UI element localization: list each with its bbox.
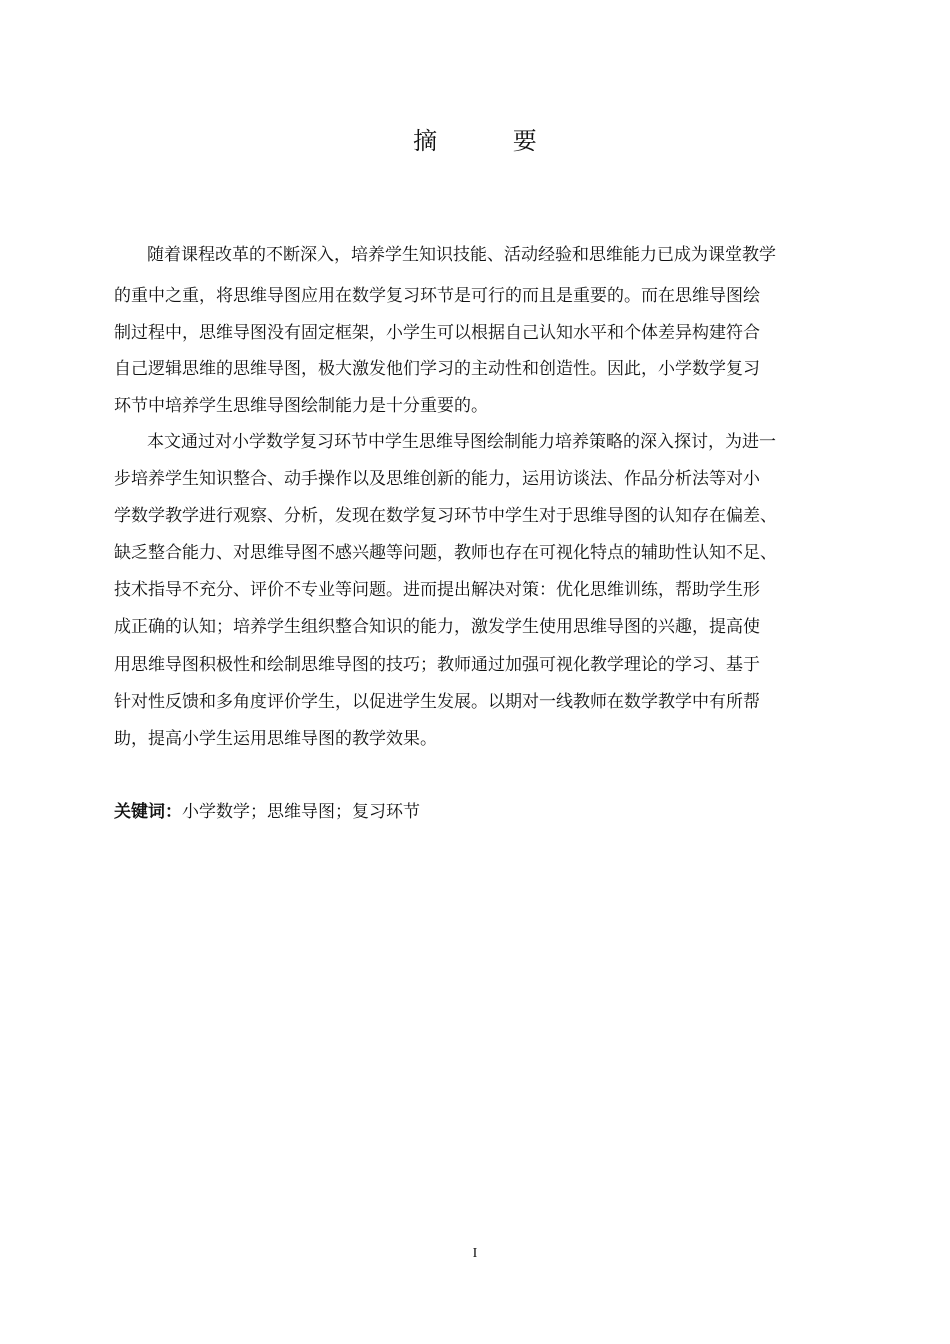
paragraph-line: 的重中之重，将思维导图应用在数学复习环节是可行的而且是重要的。而在思维导图绘: [114, 286, 760, 306]
keywords-value: 小学数学；思维导图；复习环节: [182, 802, 420, 822]
paragraph-line: 随着课程改革的不断深入，培养学生知识技能、活动经验和思维能力已成为课堂教学: [147, 245, 776, 265]
paragraph-line: 环节中培养学生思维导图绘制能力是十分重要的。: [114, 396, 488, 416]
paragraph-line: 用思维导图积极性和绘制思维导图的技巧；教师通过加强可视化教学理论的学习、基于: [114, 655, 760, 675]
paragraph-line: 自己逻辑思维的思维导图，极大激发他们学习的主动性和创造性。因此，小学数学复习: [114, 359, 760, 379]
keywords-line: [114, 800, 420, 824]
page-title: 摘 要: [413, 127, 571, 155]
paragraph-line: 缺乏整合能力、对思维导图不感兴趣等问题，教师也存在可视化特点的辅助性认知不足、: [114, 543, 777, 563]
paragraph-line: 制过程中，思维导图没有固定框架，小学生可以根据自己认知水平和个体差异构建符合: [114, 323, 760, 343]
paragraph-line: 本文通过对小学数学复习环节中学生思维导图绘制能力培养策略的深入探讨，为进一: [147, 432, 776, 452]
paragraph-line: 步培养学生知识整合、动手操作以及思维创新的能力，运用访谈法、作品分析法等对小: [114, 469, 760, 489]
keywords-label: 关键词：: [114, 802, 182, 822]
paragraph-line: 技术指导不充分、评价不专业等问题。进而提出解决对策：优化思维训练，帮助学生形: [114, 580, 760, 600]
paragraph-line: 针对性反馈和多角度评价学生，以促进学生发展。以期对一线教师在数学教学中有所帮: [114, 692, 760, 712]
page-number: I: [472, 1246, 478, 1261]
paragraph-line: 成正确的认知；培养学生组织整合知识的能力，激发学生使用思维导图的兴趣，提高使: [114, 617, 760, 637]
paragraph-line: 助，提高小学生运用思维导图的教学效果。: [114, 729, 437, 749]
paragraph-line: 学数学教学进行观察、分析，发现在数学复习环节中学生对于思维导图的认知存在偏差、: [114, 506, 777, 526]
